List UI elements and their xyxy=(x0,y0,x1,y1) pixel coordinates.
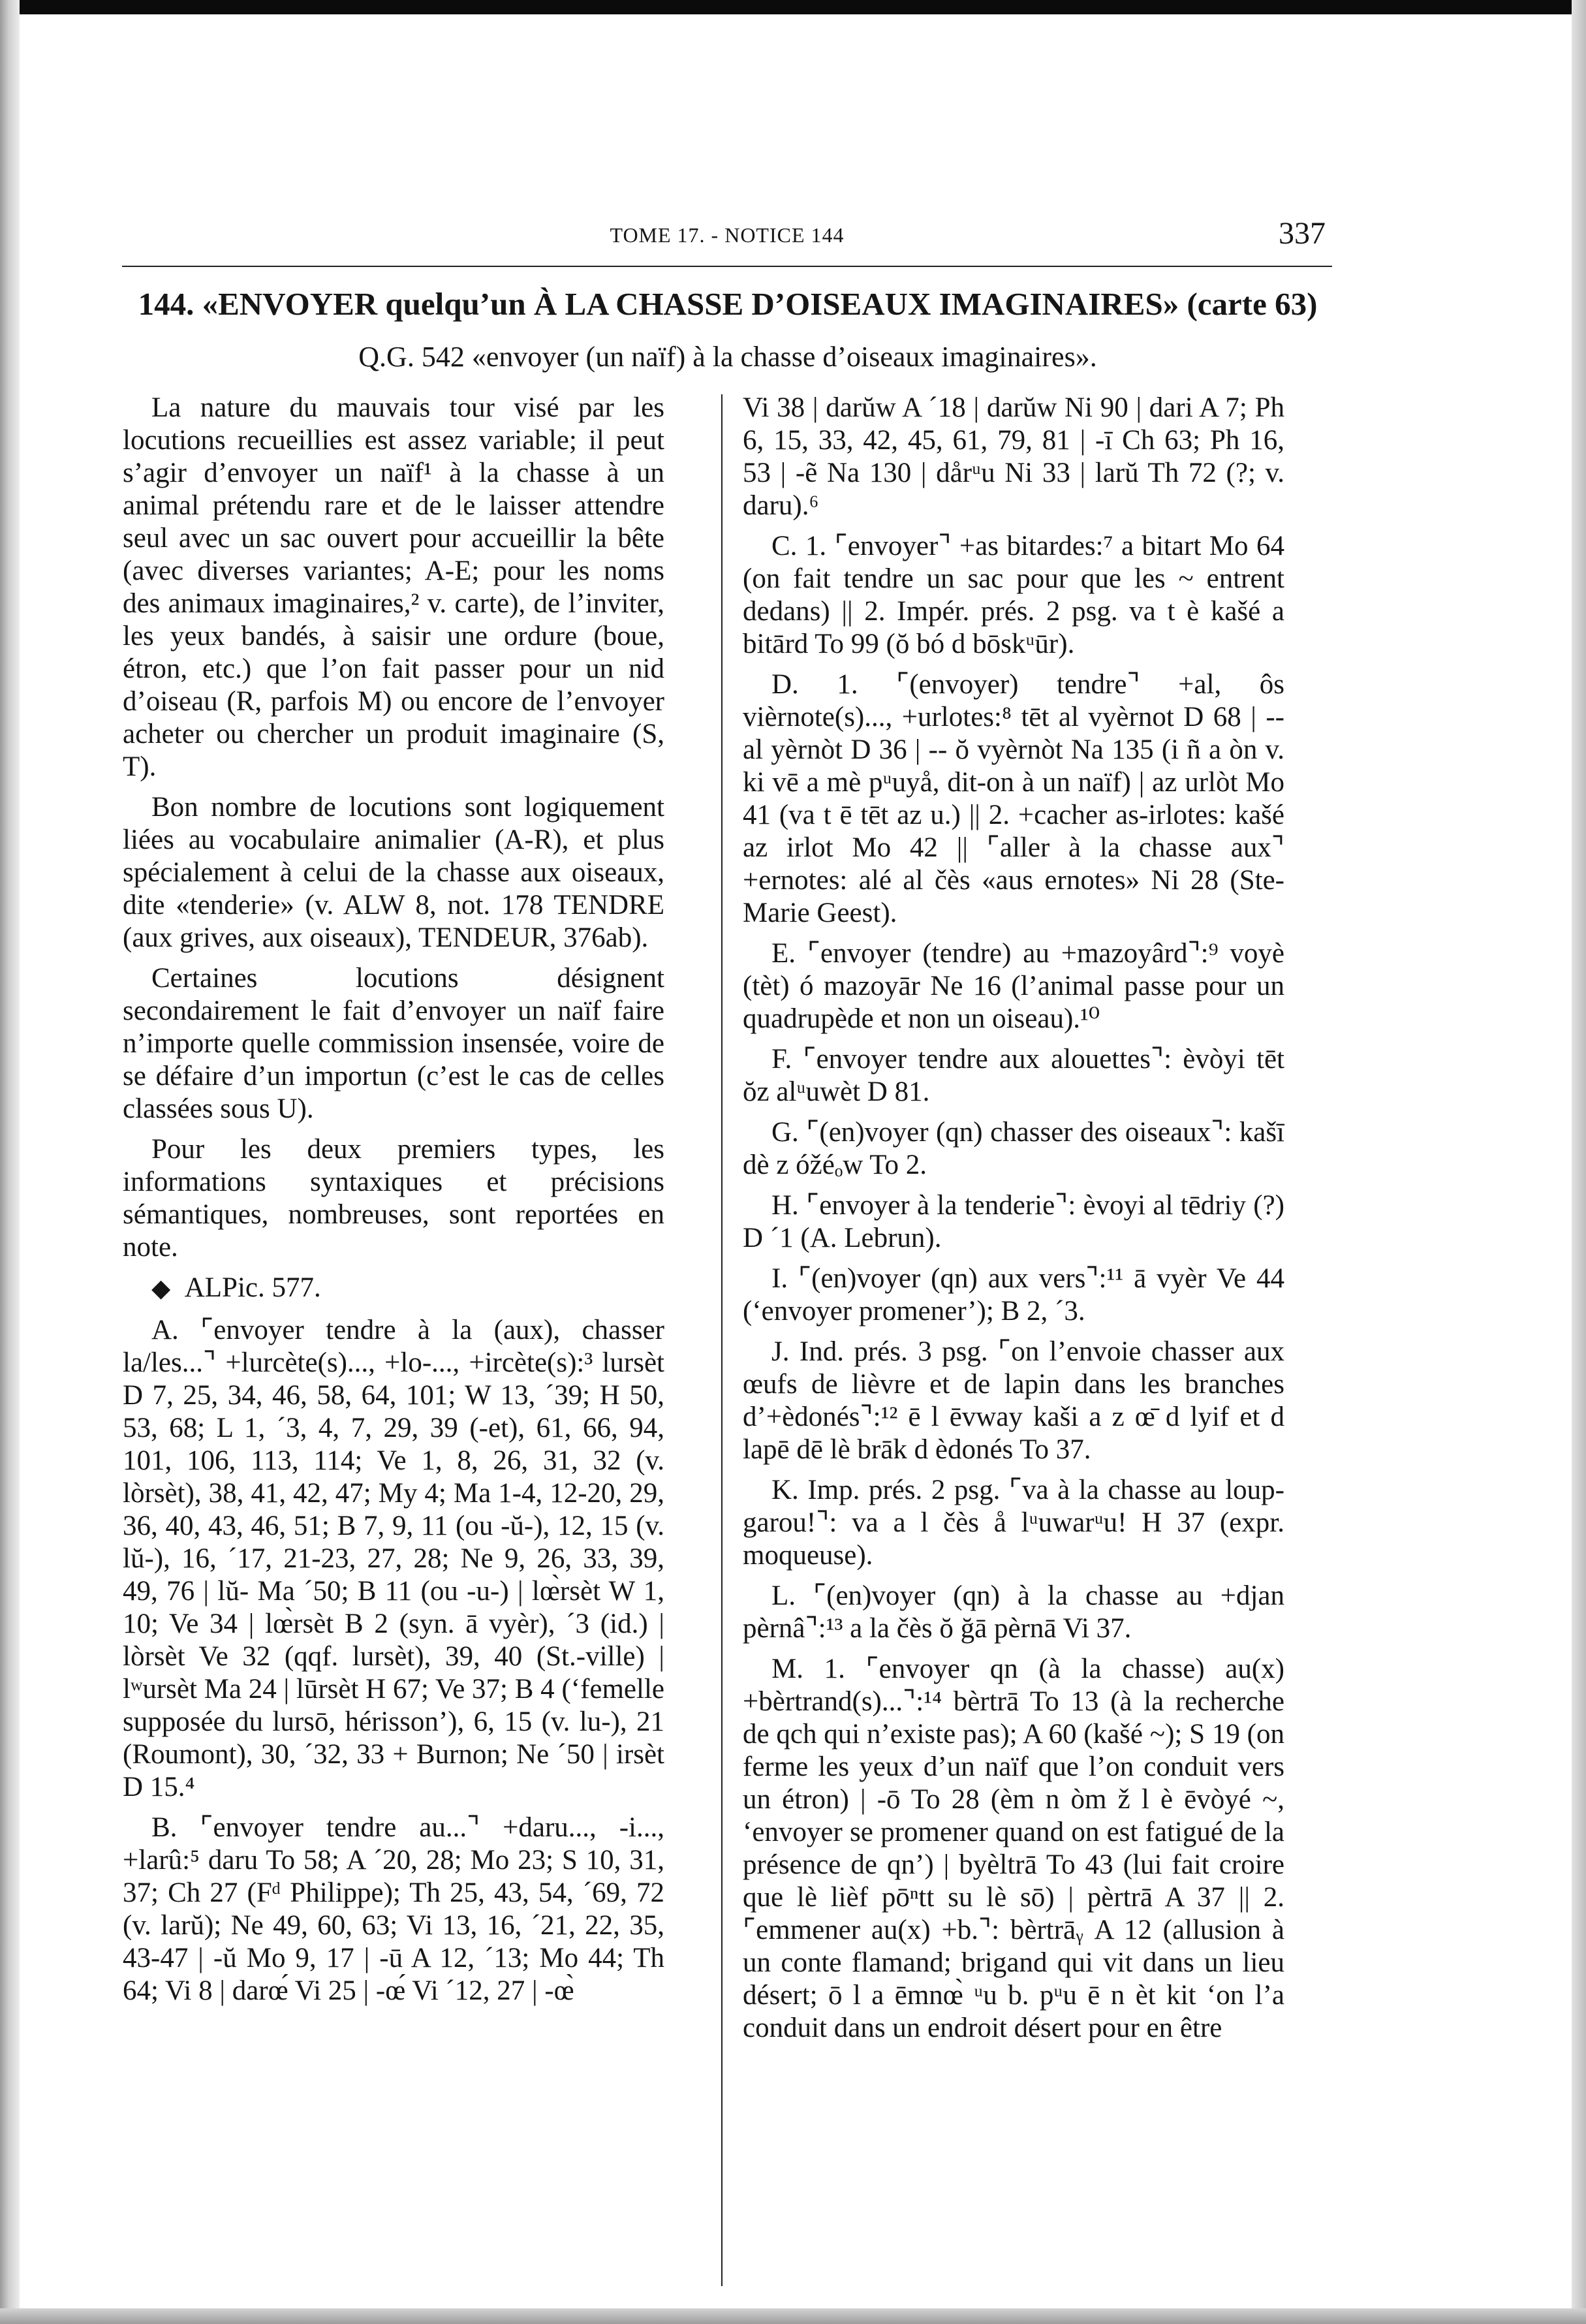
entry-i: I. ⌜(en)voyer (qn) aux vers⌝:¹¹ ā vyèr Ve 44 (‘envoyer promener’); B 2, ´3. xyxy=(743,1263,1284,1327)
scan-right-margin-shadow xyxy=(1572,0,1586,2324)
question-line: Q.G. 542 «envoyer (un naïf) à la chasse d’oiseaux imaginaires». xyxy=(358,341,1097,373)
entry-b: B. ⌜envoyer tendre au...⌝ +daru..., -i..., +larû:⁵ daru To 58; A ´20, 28; Mo 23; S 10, 31, 37; Ch 27 (Fᵈ Philippe); Th 25, 43, 54, ´69, 72 (v. larŭ); Ne 49, 60, 63; Vi 13, 16, ´21, 22, 35, 43-47 | -ŭ Mo 9, 17 | -ū A 12, ´13; Mo 44; Th 64; Vi 8 | darœ́ Vi 25 | -œ́ Vi ´12, 27 | -œ̀ xyxy=(123,1812,664,2006)
paragraph-vocabulary: Bon nombre de locutions sont logiquement liées au vocabulaire animalier (A-R), et plus spécialement à celui de la chasse aux oiseaux, dite «tenderie» (v. ALW 8, not. 178 TENDRE (aux grives, aux oiseaux), TENDEUR, 376ab). xyxy=(123,792,664,953)
running-header xyxy=(122,216,1332,265)
column-divider xyxy=(721,394,723,2286)
entry-c: C. 1. ⌜envoyer⌝ +as bitardes:⁷ a bitart Mo 64 (on fait tendre un sac pour que les ~ entrent dedans) || 2. Impér. prés. 2 psg. va t è kašé a bitārd To 99 (ŏ bó d bōskᵘūr). xyxy=(743,531,1284,659)
page-number: 337 xyxy=(1279,216,1326,251)
entry-f: F. ⌜envoyer tendre aux alouettes⌝: èvòyi tēt ŏz alᵘuwèt D 81. xyxy=(743,1044,1284,1107)
alpic-reference-text: ALPic. 577. xyxy=(184,1272,321,1303)
entry-h: H. ⌜envoyer à la tenderie⌝: èvoyi al tēdriy (?) D ´1 (A. Lebrun). xyxy=(743,1190,1284,1253)
entry-d: D. 1. ⌜(envoyer) tendre⌝ +al, ôs vièrnote(s)..., +urlotes:⁸ tēt al vyèrnot D 68 | -- al yèrnòt D 36 | -- ŏ vyèrnòt Na 135 (i ñ a òn v. ki vē a mè pᵘuyå, dit-on à un naïf) | az urlòt Mo 41 (va t ē tēt az u.) || 2. +cacher as-irlotes: kašé az irlot Mo 42 || ⌜aller à la chasse aux⌝ +ernotes: alé al čès «aus ernotes» Ni 28 (Ste-Marie Geest). xyxy=(743,669,1284,928)
entry-j: J. Ind. prés. 3 psg. ⌜on l’envoie chasser aux œufs de lièvre et de lapin dans les branches d’+èdonés⌝:¹² ē l ēvway kaši a z œ̄ d lyif et d lapē dē lè brāk d èdonés To 37. xyxy=(743,1336,1284,1465)
scan-top-border xyxy=(0,0,1586,14)
scan-left-margin-shadow xyxy=(0,0,20,2324)
paragraph-notes: Pour les deux premiers types, les informations syntaxiques et précisions sémantiques, nombreuses, sont reportées en note. xyxy=(123,1134,664,1263)
entry-l: L. ⌜(en)voyer (qn) à la chasse au +djan pèrnâ⌝:¹³ a la čès ŏ ğā pèrnā Vi 37. xyxy=(743,1580,1284,1644)
entry-e: E. ⌜envoyer (tendre) au +mazoyârd⌝:⁹ voyè (tèt) ó mazoyār Ne 16 (l’animal passe pour un quadrupède et non un oiseau).¹⁰ xyxy=(743,938,1284,1034)
entry-b-continued: Vi 38 | darŭw A ´18 | darŭw Ni 90 | dari A 7; Ph 6, 15, 33, 42, 45, 61, 79, 81 | -ī Ch 63; Ph 16, 53 | -ẽ Na 130 | dårᵘu Ni 33 | larŭ Th 72 (?; v. daru).⁶ xyxy=(743,392,1284,521)
alpic-reference xyxy=(123,1272,664,1305)
scan-bottom-border xyxy=(0,2308,1586,2324)
entry-g: G. ⌜(en)voyer (qn) chasser des oiseaux⌝: kašī dè z óžéₒw To 2. xyxy=(743,1117,1284,1180)
running-title: TOME 17. - NOTICE 144 xyxy=(610,223,845,247)
paragraph-intro: La nature du mauvais tour visé par les locutions recueillies est assez variable; il peut s’agir d’envoyer un naïf¹ à la chasse à un animal prétendu rare et de le laisser attendre seul avec un sac ouvert pour accueillir la bête (avec diverses variantes; A-E; pour les noms des animaux imaginaires,² v. carte), de l’inviter, les yeux bandés, à saisir une ordure (boue, étron, etc.) que l’on fait passer pour un nid d’oiseau (R, parfois M) ou encore de l’envoyer acheter ou chercher un produit imaginaire (S, T). xyxy=(123,392,664,782)
entry-m: M. 1. ⌜envoyer qn (à la chasse) au(x) +bèrtrand(s)...⌝:¹⁴ bèrtrā To 13 (à la recherche de qch qui n’existe pas); A 60 (kašé ~); S 19 (on ferme les yeux d’un naïf que l’on conduit vers un étron) | -ō To 28 (èm n òm ž l è ēvòyé ~, ‘envoyer se promener quand on est fatigué de la présence de qn’) | byèltrā To 43 (lui fait croire que lè lièf pōⁿtt su lè sō) | pèrtrā A 37 || 2. ⌜emmener au(x) +b.⌝: bèrtrāᵧ A 12 (allusion à un conte flamand; brigand qui vit dans un lieu désert; ō l a ēmnœ̀ ᵘu b. pᵘu ē n èt kit ‘on l’a conduit dans un endroit désert pour en être xyxy=(743,1654,1284,2043)
diamond-bullet-icon: ◆ xyxy=(151,1275,171,1302)
entry-a: A. ⌜envoyer tendre à la (aux), chasser la/les...⌝ +lurcète(s)..., +lo-..., +ircète(s):³ lursèt D 7, 25, 34, 46, 58, 64, 101; W 13, ´39; H 50, 53, 68; L 1, ´3, 4, 7, 29, 39 (-et), 61, 66, 94, 101, 106, 113, 114; Ve 1, 8, 26, 31, 32 (v. lòrsèt), 38, 41, 42, 47; My 4; Ma 1-4, 12-20, 29, 36, 40, 43, 46, 51; B 7, 9, 11 (ou -ŭ-), 12, 15 (v. lŭ-), 16, ´17, 21-23, 27, 28; Ne 9, 26, 33, 39, 49, 76 | lŭ- Ma ´50; B 11 (ou -u-) | lœ̀rsèt W 1, 10; Ve 34 | lœ̀rsèt B 2 (syn. ā vyèr), ´3 (id.) | lòrsèt Ve 32 (qqf. lursèt), 39, 40 (St.-ville) | lʷursèt Ma 24 | lūrsèt H 67; Ve 37; B 4 (‘femelle supposée du lursō, hérisson’), 6, 15 (v. lu-), 21 (Roumont), 30, ´32, 33 + Burnon; Ne ´50 | irsèt D 15.⁴ xyxy=(123,1315,664,1802)
paragraph-secondary-meaning: Certaines locutions désignent secondairement le fait d’envoyer un naïf faire n’importe quelle commission insensée, voire de se défaire d’un importun (c’est le cas de celles classées sous U). xyxy=(123,963,664,1124)
right-column xyxy=(743,392,1284,2291)
left-column xyxy=(123,392,664,2291)
entry-k: K. Imp. prés. 2 psg. ⌜va à la chasse au loup-garou!⌝: va a l čès å lᵘuwarᵘu! H 37 (expr. moqueuse). xyxy=(743,1475,1284,1571)
notice-title: 144. «ENVOYER quelqu’un À LA CHASSE D’OISEAUX IMAGINAIRES» (carte 63) xyxy=(138,286,1318,322)
header-rule xyxy=(122,266,1332,267)
